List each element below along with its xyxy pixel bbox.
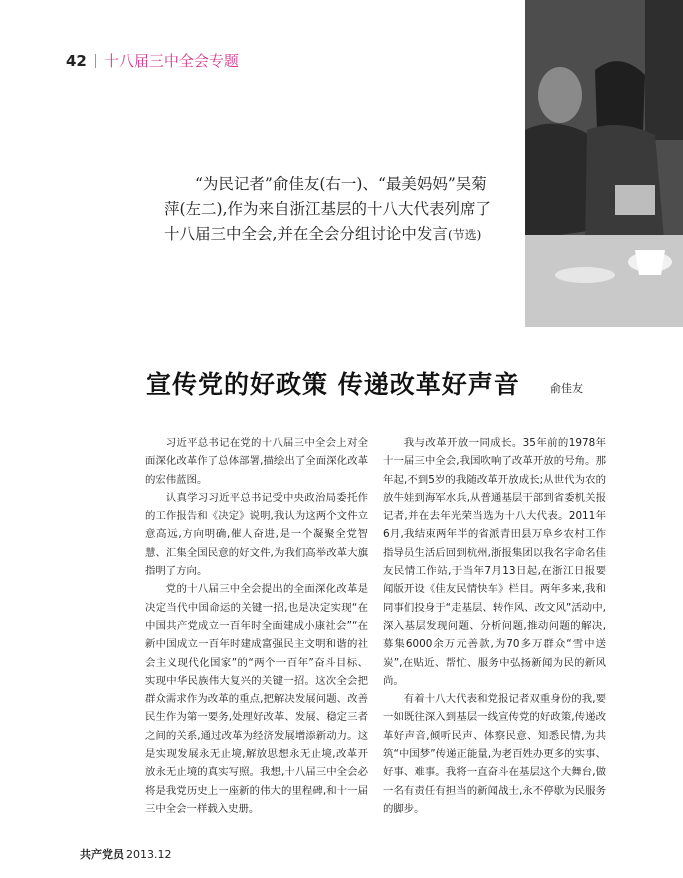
delegates-photo <box>525 0 683 327</box>
paragraph: 习近平总书记在党的十八届三中全会上对全面深化改革作了总体部署,描绘出了全面深化改革的宏伟蓝图。 <box>145 437 368 486</box>
paragraph: 认真学习习近平总书记受中央政治局委托作的工作报告和《决定》说明,我认为这两个文件立意高远,方向明确,催人奋进,是一个凝聚全党智慧、汇集全国民意的好文件,为我们高举改革大旗指明了方向。 <box>145 491 368 578</box>
article-column-right <box>383 434 606 818</box>
page-number: 42 <box>66 51 87 70</box>
article-column-left <box>145 434 368 818</box>
caption-text: “为民记者”俞佳友(右一)、“最美妈妈”吴菊萍(左二),作为来自浙江基层的十八大代表列席了十八届三中全会,并在全会分组讨论中发言 <box>164 175 492 243</box>
section-title: 十八届三中全会专题 <box>103 52 239 70</box>
article-title: 宣传党的好政策 传递改革好声音 <box>146 370 520 399</box>
caption-note: (节选) <box>447 228 482 242</box>
paragraph: 我与改革开放一同成长。35年前的1978年十一届三中全会,我国吹响了改革开放的号角。那年起,不到5岁的我随改革开放成长;从世代为农的放牛娃到海军水兵,从普通基层干部到省委机关报记者,并在去年光荣当选为十八大代表。2011年6月,我结束两年半的省派青田县万阜乡农村工作指导员生活后回到杭州,浙报集团以我名字命名佳友民情工作站,于当年7月13日起,在浙江日报要闻版开设《佳友民情快车》栏目。两年多来,我和同事们投身于“走基层、转作风、改文风”活动中,深入基层发现问题、分析问题,推动问题的解决,募集6000余万元善款,为70多万群众“雪中送炭”,在贴近、帮忙、服务中弘扬新闻为民的新风尚。 <box>383 437 606 687</box>
page-footer <box>80 846 172 862</box>
paragraph: 有着十八大代表和党报记者双重身份的我,要一如既往深入到基层一线宣传党的好政策,传递改革好声音,倾听民声、体察民意、知悉民情,为共筑“中国梦”传递正能量,为老百姓办更多的实事、好事、难事。我将一直奋斗在基层这个大舞台,做一名有责任有担当的新闻战士,永不停歇为民服务的脚步。 <box>383 693 606 815</box>
page-header <box>66 50 239 71</box>
article-author: 俞佳友 <box>550 382 583 395</box>
photo-caption <box>164 172 494 248</box>
paragraph: 党的十八届三中全会提出的全面深化改革是决定当代中国命运的关键一招,也是决定实现“在中国共产党成立一百年时全面建成小康社会”“在新中国成立一百年时建成富强民主文明和谐的社会主义现代化国家”的“两个一百年”奋斗目标、实现中华民族伟大复兴的关键一招。这次全会把群众需求作为改革的重点,把解决发展问题、改善民生作为第一要务,处理好改革、发展、稳定三者之间的关系,通过改革为经济发展增添新动力。这是实现发展永无止境,解放思想永无止境,改革开放永无止境的真实写照。我想,十八届三中全会必将是我党历史上一座新的伟大的里程碑,和十一届三中全会一样载入史册。 <box>145 583 368 815</box>
header-divider <box>95 54 96 68</box>
magazine-logo: 共产党员 <box>80 848 124 861</box>
issue-date: 2013.12 <box>126 847 172 861</box>
